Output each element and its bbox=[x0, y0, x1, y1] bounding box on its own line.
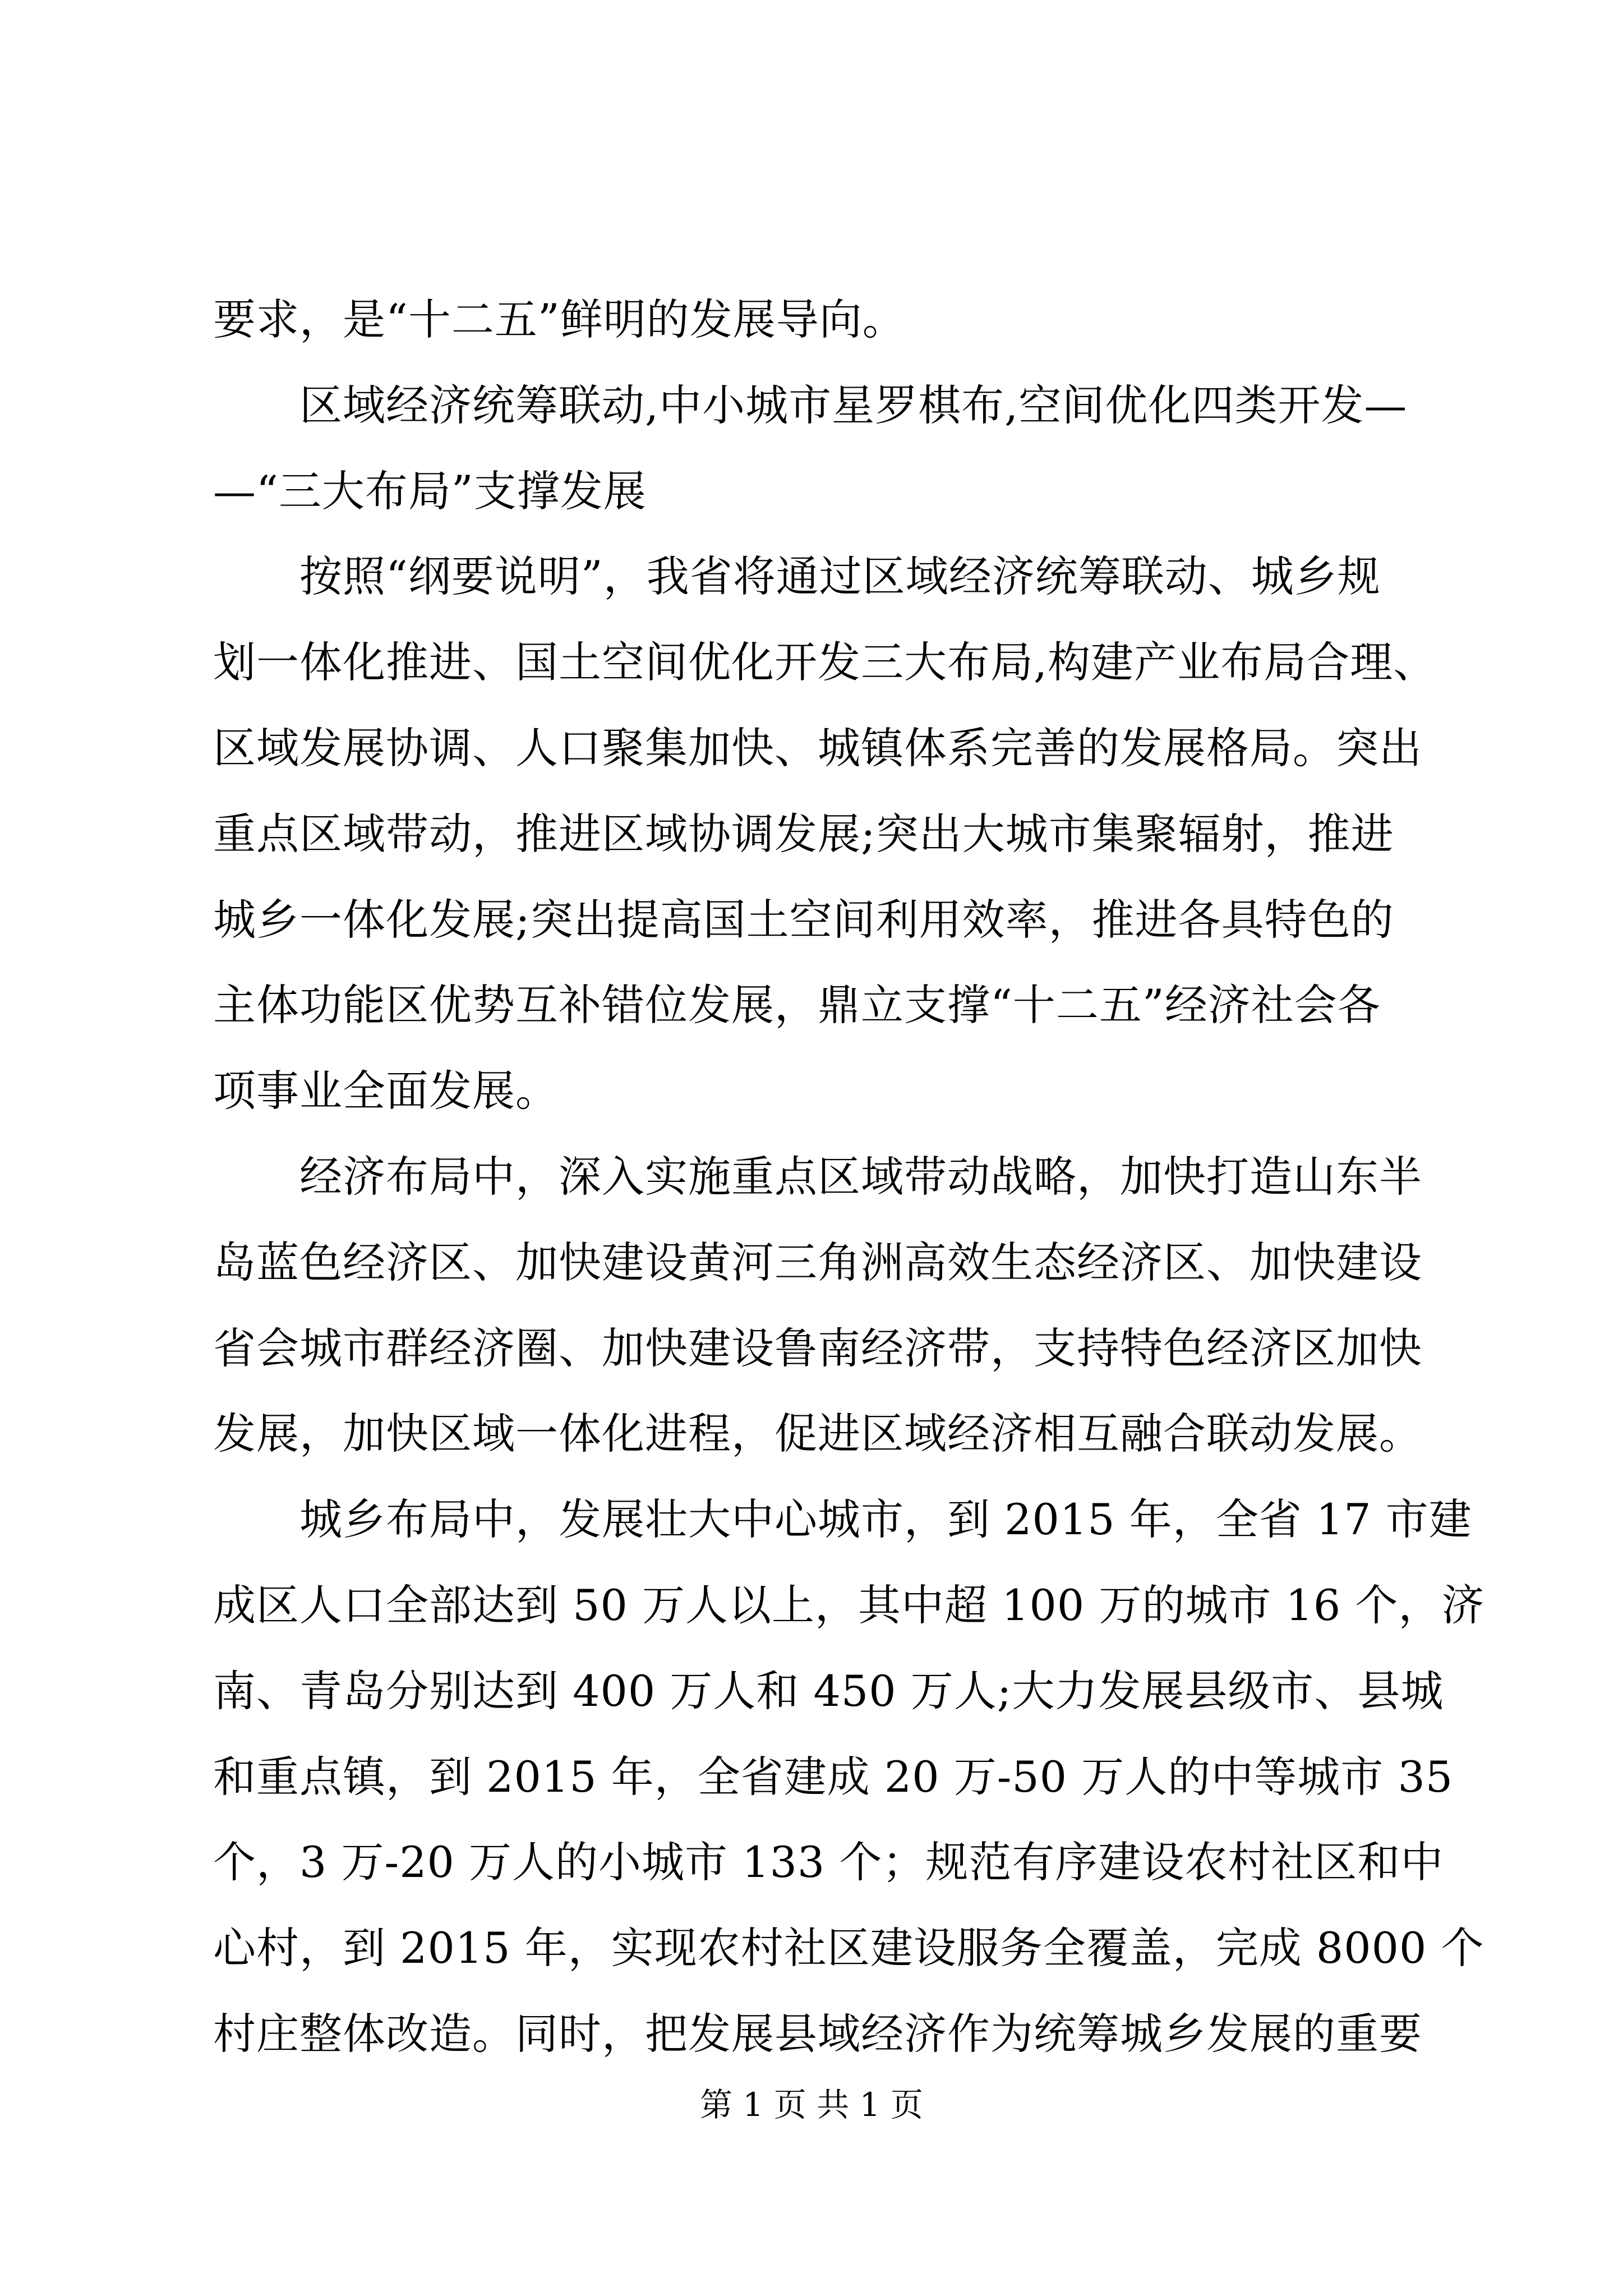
text-line-5: 划一体化推进、国土空间优化开发三大布局,构建产业布局合理、 bbox=[213, 637, 1437, 687]
text-line-6: 区域发展协调、人口聚集加快、城镇体系完善的发展格局。突出 bbox=[213, 723, 1422, 773]
text-line-8: 城乡一体化发展;突出提高国土空间利用效率，推进各具特色的 bbox=[213, 895, 1394, 945]
text-line-1: 要求，是“十二五”鲜明的发展导向。 bbox=[213, 295, 906, 344]
text-line-11: 经济布局中，深入实施重点区域带动战略，加快打造山东半 bbox=[213, 1152, 1422, 1202]
text-line-18: 和重点镇，到 2015 年，全省建成 20 万-50 万人的中等城市 35 bbox=[213, 1752, 1454, 1802]
text-line-13: 省会城市群经济圈、加快建设鲁南经济带，支持特色经济区加快 bbox=[213, 1323, 1422, 1373]
text-line-4: 按照“纲要说明”，我省将通过区域经济统筹联动、城乡规 bbox=[213, 551, 1381, 601]
text-line-19: 个，3 万-20 万人的小城市 133 个；规范有序建设农村社区和中 bbox=[213, 1837, 1444, 1887]
text-line-3: —“三大布局”支撑发展 bbox=[213, 466, 647, 516]
text-line-12: 岛蓝色经济区、加快建设黄河三角洲高效生态经济区、加快建设 bbox=[213, 1237, 1422, 1287]
text-line-17: 南、青岛分别达到 400 万人和 450 万人;大力发展县级市、县城 bbox=[213, 1666, 1444, 1716]
text-line-16: 成区人口全部达到 50 万人以上，其中超 100 万的城市 16 个，济 bbox=[213, 1580, 1485, 1630]
text-line-2: 区域经济统筹联动,中小城市星罗棋布,空间优化四类开发— bbox=[213, 380, 1408, 430]
text-line-7: 重点区域带动，推进区域协调发展;突出大城市集聚辐射，推进 bbox=[213, 809, 1394, 859]
text-line-9: 主体功能区优势互补错位发展，鼎立支撑“十二五”经济社会各 bbox=[213, 980, 1381, 1030]
text-line-10: 项事业全面发展。 bbox=[213, 1066, 559, 1116]
page-footer: 第 1 页 共 1 页 bbox=[700, 2086, 923, 2124]
text-line-15: 城乡布局中，发展壮大中心城市，到 2015 年，全省 17 市建 bbox=[213, 1494, 1472, 1544]
text-line-20: 心村，到 2015 年，实现农村社区建设服务全覆盖，完成 8000 个 bbox=[213, 1923, 1484, 1973]
text-line-14: 发展，加快区域一体化进程，促进区域经济相互融合联动发展。 bbox=[213, 1409, 1422, 1458]
text-line-21: 村庄整体改造。同时，把发展县域经济作为统筹城乡发展的重要 bbox=[213, 2009, 1422, 2059]
